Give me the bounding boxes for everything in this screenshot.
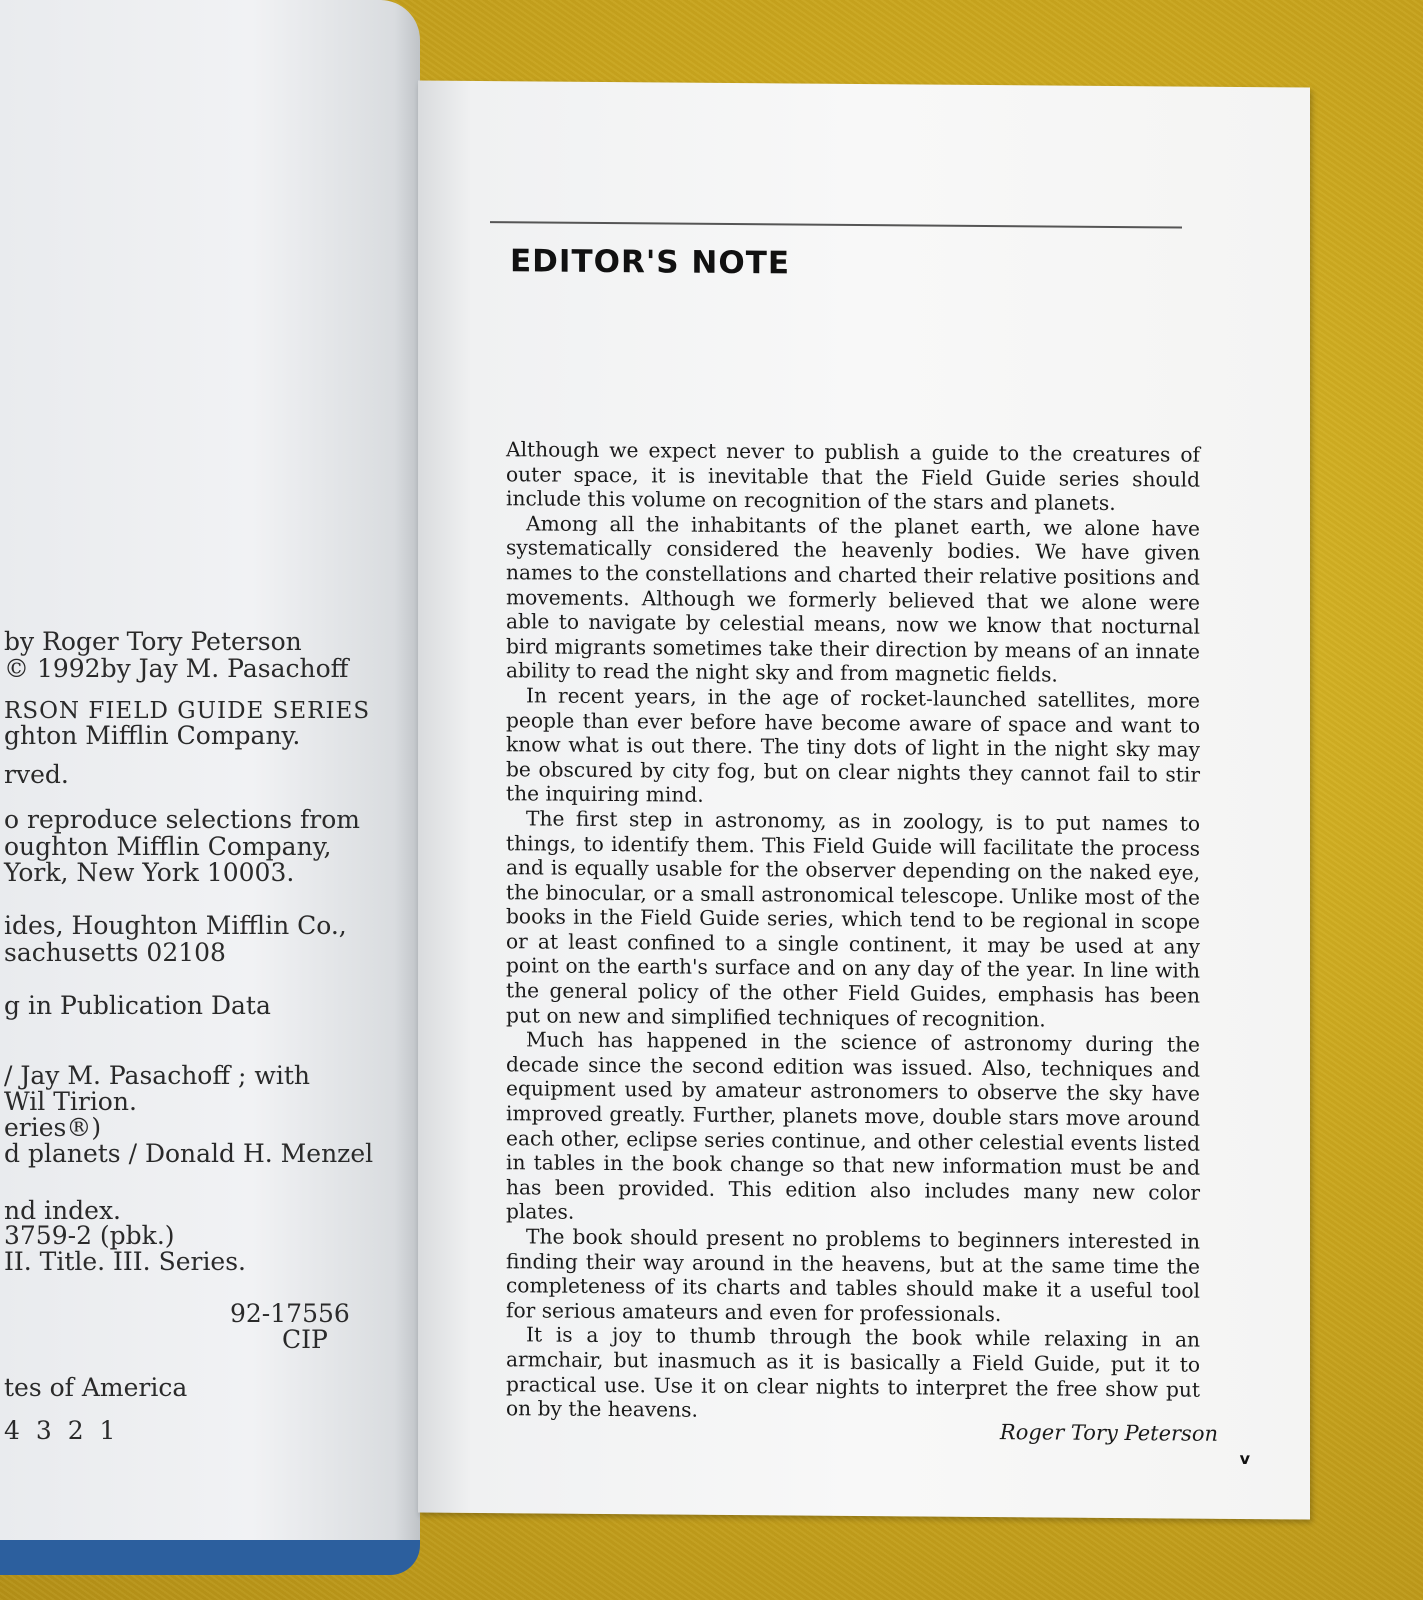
copyright-line: tes of America xyxy=(4,1373,188,1402)
copyright-line: d planets / Donald H. Menzel xyxy=(4,1139,374,1168)
copyright-line: g in Publication Data xyxy=(4,991,271,1020)
left-page xyxy=(0,0,420,1540)
copyright-line: RSON FIELD GUIDE SERIES xyxy=(4,698,371,724)
copyright-line: CIP xyxy=(282,1325,328,1354)
paragraph: The book should present no problems to beginners interested in finding their way around in the heavens, but at the same time the completeness of its charts and tables should make it a useful tool for serious amateurs and even for professionals. xyxy=(506,1224,1200,1326)
copyright-line: eries®) xyxy=(4,1113,102,1142)
paragraph: Much has happened in the science of astronomy during the decade since the second edition was issued. Also, techniques and equipment used by amateur astronomers to observe the sky have improved greatly. Further, planets move, double stars move around each other, eclipse series continue, and other celestial events listed in tables in the book change so that new information must be and has been provided. This edition also includes many new color plates. xyxy=(506,1027,1200,1225)
copyright-line: ghton Mifflin Company. xyxy=(4,721,301,750)
copyright-line: 3759-2 (pbk.) xyxy=(4,1221,175,1250)
printing-line: 4 3 2 1 xyxy=(4,1416,120,1445)
copyright-text xyxy=(0,0,420,1540)
paragraph: Among all the inhabitants of the planet earth, we alone have systematically considered the heavenly bodies. We have given names to the constellations and charted their relative positions and movements. Although we formerly believed that we alone were able to navigate by celestial means, now we know that nocturnal bird migrants sometimes take their direction by means of an innate ability to read the night sky and from magnetic fields. xyxy=(506,511,1200,687)
page-heading: EDITOR'S NOTE xyxy=(510,243,791,282)
right-page xyxy=(418,80,1310,1519)
copyright-line: York, New York 10003. xyxy=(4,858,295,887)
copyright-line: II. Title. III. Series. xyxy=(4,1247,247,1276)
paragraph: Although we expect never to publish a guide to the creatures of outer space, it is inevitable that the Field Guide series should include this volume on recognition of the stars and planets. xyxy=(506,437,1200,516)
copyright-line: rved. xyxy=(4,760,69,789)
paragraph: In recent years, in the age of rocket-launched satellites, more people than ever before have become aware of space and want to know what is out there. The tiny dots of light in the night sky may be obscured by city fog, but on clear nights they cannot fail to stir the inquiring mind. xyxy=(506,683,1200,808)
copyright-line: by Roger Tory Peterson xyxy=(4,627,302,656)
copyright-line: 92-17556 xyxy=(230,1299,350,1328)
editors-note-body xyxy=(506,437,1200,1426)
signature: Roger Tory Peterson xyxy=(999,1420,1218,1446)
copyright-line: sachusetts 02108 xyxy=(4,938,226,967)
copyright-line: o reproduce selections from xyxy=(4,805,360,834)
heading-rule xyxy=(490,221,1182,228)
copyright-line: oughton Mifflin Company, xyxy=(4,832,332,861)
page-number: v xyxy=(1239,1448,1250,1469)
copyright-line: nd index. xyxy=(4,1196,121,1225)
copyright-line: Wil Tirion. xyxy=(4,1087,137,1116)
paragraph: It is a joy to thumb through the book while relaxing in an armchair, but inasmuch as it is basically a Field Guide, put it to practical use. Use it on clear nights to interpret the free show put on by the heavens. xyxy=(506,1322,1200,1422)
copyright-line: / Jay M. Pasachoff ; with xyxy=(4,1061,310,1090)
paragraph: The first step in astronomy, as in zoology, is to put names to things, to identify them. This Field Guide will facilitate the process and is equally usable for the observer depending on the naked eye, the binocular, or a small astronomical telescope. Unlike most of the books in the Field Guide series, which tend to be regional in scope or at least confined to a single continent, it may be used at any point on the earth's surface and on any day of the year. In line with the general policy of the other Field Guides, emphasis has been put on new and simplified techniques of recognition. xyxy=(506,806,1200,1032)
copyright-line: ides, Houghton Mifflin Co., xyxy=(4,911,347,940)
copyright-line: © 1992by Jay M. Pasachoff xyxy=(4,654,349,683)
